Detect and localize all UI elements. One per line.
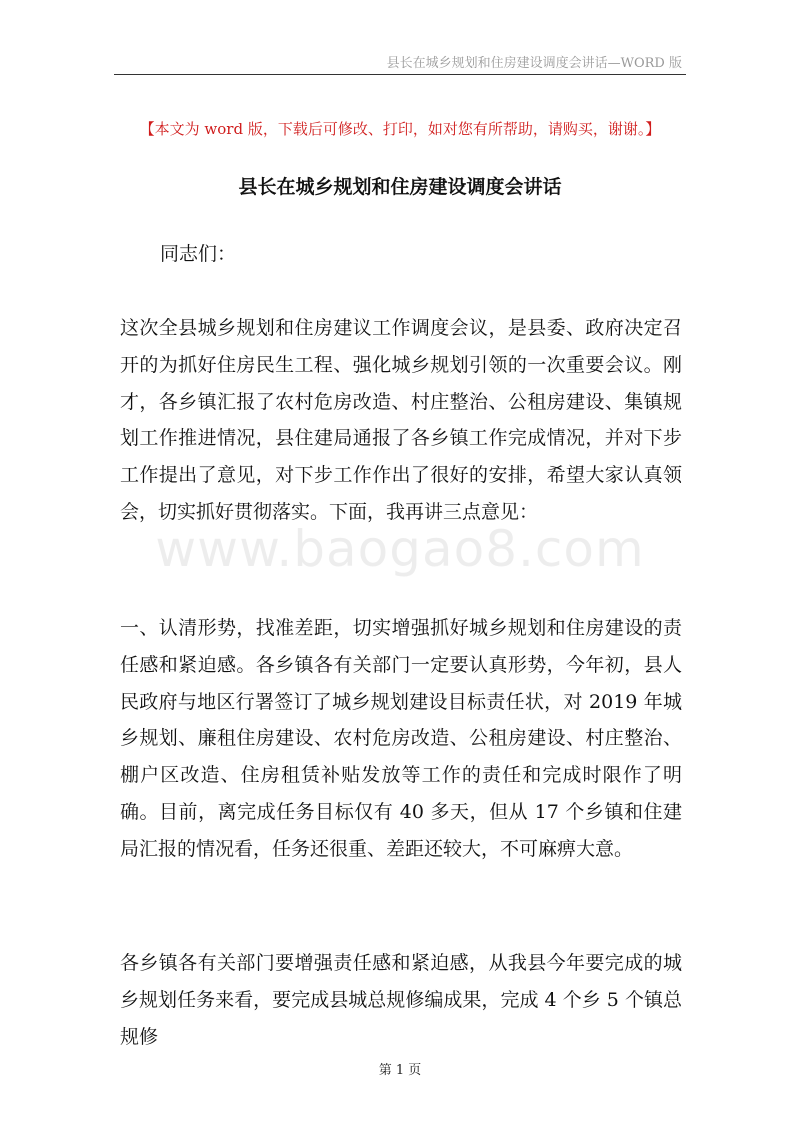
document-title: 县长在城乡规划和住房建设调度会讲话 xyxy=(238,176,562,198)
salutation: 同志们： xyxy=(160,243,237,265)
watermark: www.baogao8.com xyxy=(155,520,645,578)
page-number: 第 1 页 xyxy=(378,1063,422,1078)
header-divider xyxy=(114,74,686,75)
body-paragraph-1: 这次全县城乡规划和住房建议工作调度会议，是县委、政府决定召开的为抓好住房民生工程、强化城乡规划引领的一次重要会议。刚才，各乡镇汇报了农村危房改造、村庄整治、公租房建设、集镇规划工作推进情况，县住建局通报了各乡镇工作完成情况，并对下步工作提出了意见，对下步工作作出了很好的安排，希望大家认真领会，切实抓好贯彻落实。下面，我再讲三点意见： xyxy=(120,317,682,523)
body-paragraph-3: 各乡镇各有关部门要增强责任感和紧迫感，从我县今年要完成的城乡规划任务来看，要完成县城总规修编成果，完成 4 个乡 5 个镇总规修 xyxy=(120,952,682,1048)
running-header: 县长在城乡规划和住房建设调度会讲话—WORD 版 xyxy=(386,56,682,71)
download-notice: 【本文为 word 版，下载后可修改、打印，如对您有所帮助，请购买，谢谢。】 xyxy=(139,120,661,138)
body-paragraph-2: 一、认清形势，找准差距，切实增强抓好城乡规划和住房建设的责任感和紧迫感。各乡镇各有关部门一定要认真形势，今年初，县人民政府与地区行署签订了城乡规划建设目标责任状，对 2019 年城乡规划、廉租住房建设、农村危房改造、公租房建设、村庄整治、棚户区改造、住房租赁补贴发放等工作的责任和完成时限作了明确。目前，离完成任务目标仅有 40 多天，但从 17 个乡镇和住建局汇报的情况看，任务还很重、差距还较大，不可麻痹大意。 xyxy=(120,617,682,860)
